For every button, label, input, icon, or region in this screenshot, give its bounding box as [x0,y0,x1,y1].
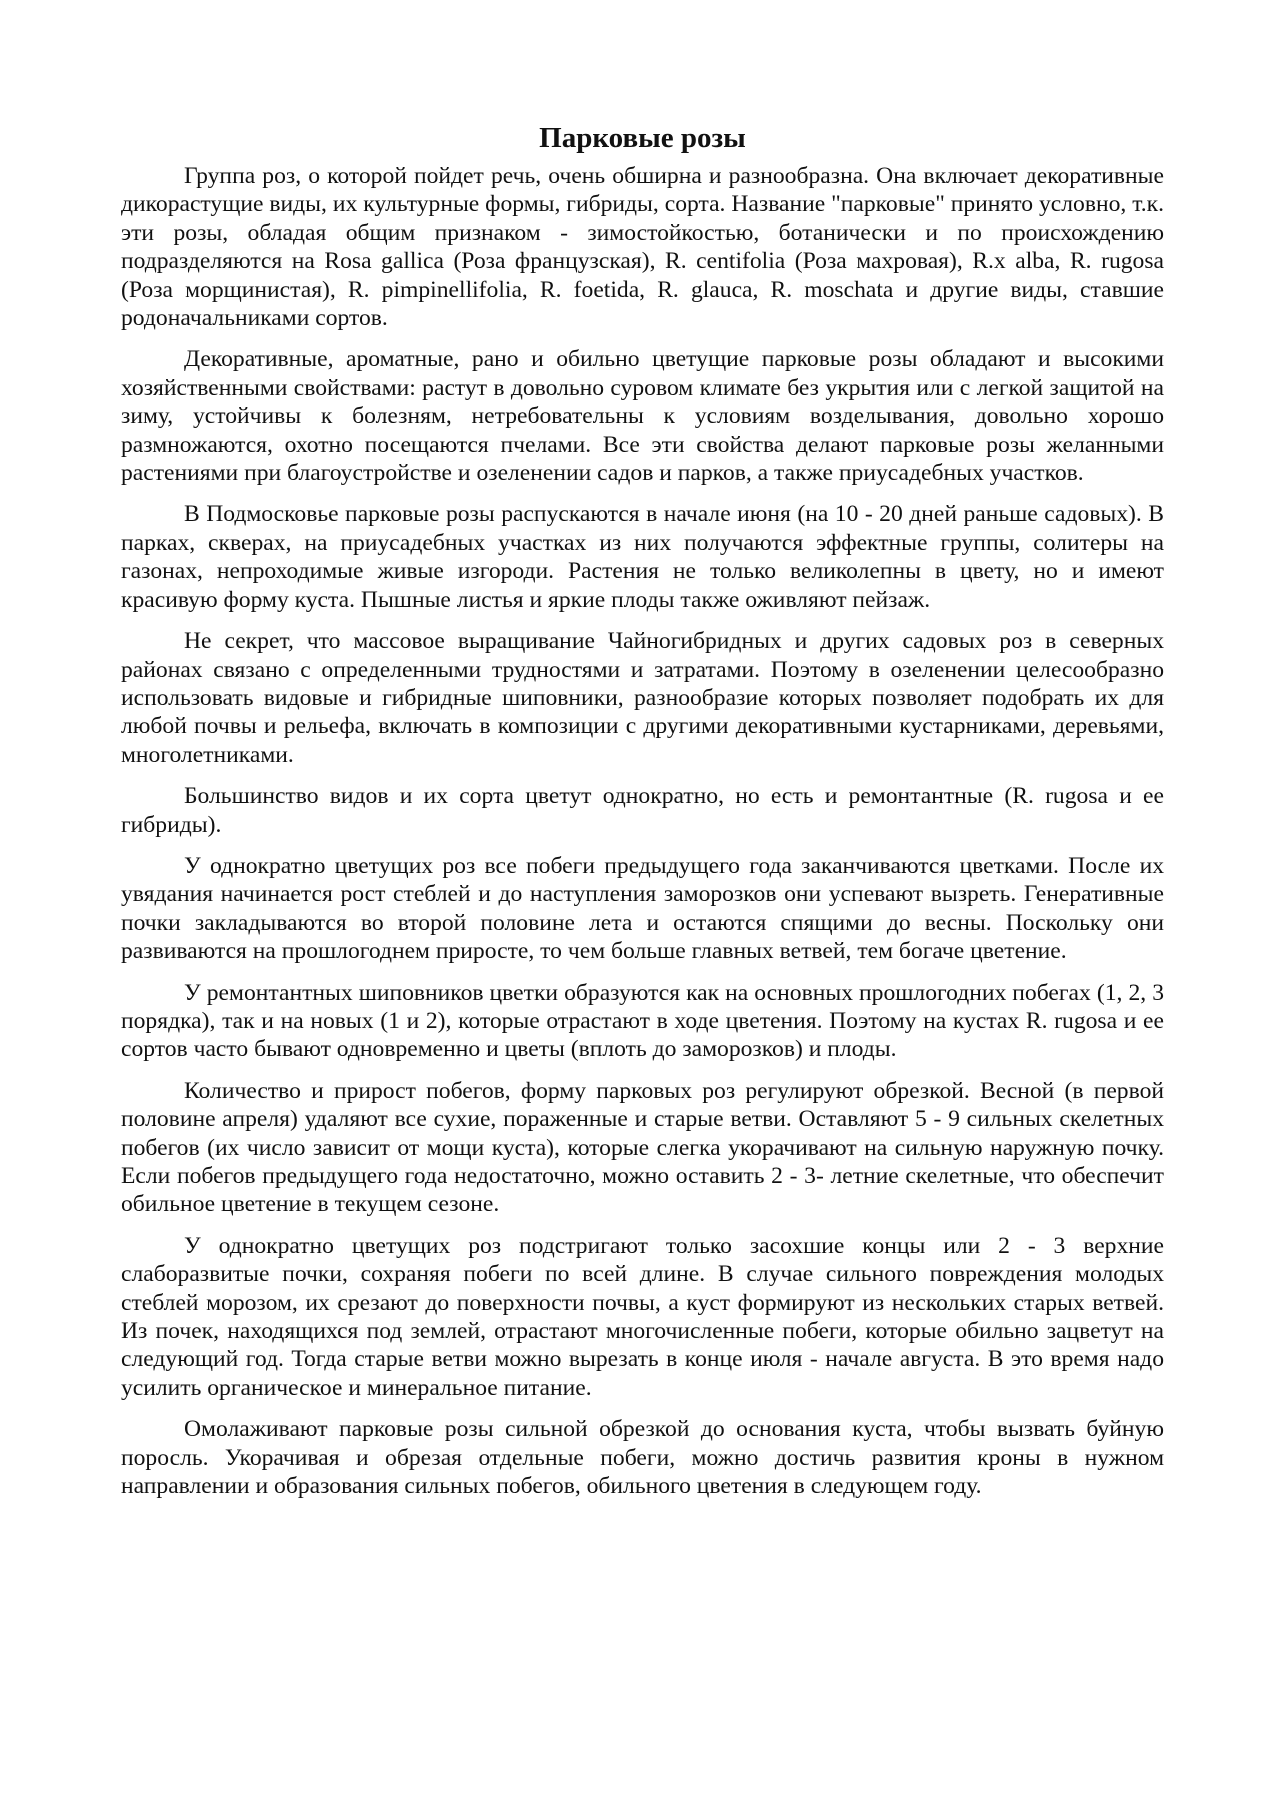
page-title: Парковые розы [539,122,746,154]
paragraph-3: В Подмосковье парковые розы распускаются в начале июня (на 10 - 20 дней раньше садовых). В парках, скверах, на приусадебных участках из них получаются эффектные группы, солитеры на газонах, непроходимые живые изгороди. Растения не только великолепны в цвету, но и имеют красивую форму куста. Пышные листья и яркие плоды также оживляют пейзаж. [121,501,1164,613]
document-page [121,120,1164,1513]
paragraph-2: Декоративные, ароматные, рано и обильно цветущие парковые розы обладают и высокими хозяйственными свойствами: растут в довольно суровом климате без укрытия или с легкой защитой на зиму, устойчивы к болезням, нетребовательны к условиям возделывания, довольно хорошо размножаются, охотно посещаются пчелами. Все эти свойства делают парковые розы желанными растениями при благоустройстве и озеленении садов и парков, а также приусадебных участков. [121,346,1164,487]
paragraph-7: У ремонтантных шиповников цветки образуются как на основных прошлогодних побегах (1, 2, 3 порядка), так и на новых (1 и 2), которые отрастают в ходе цветения. Поэтому на кустах R. rugosa и ее сортов часто бывают одновременно и цветы (вплоть до заморозков) и плоды. [121,979,1164,1063]
paragraph-6: У однократно цветущих роз все побеги предыдущего года заканчиваются цветками. После их увядания начинается рост стеблей и до наступления заморозков они успевают вызреть. Генеративные почки закладываются во второй половине лета и остаются спящими до весны. Поскольку они развиваются на прошлогоднем приросте, то чем больше главных ветвей, тем богаче цветение. [121,852,1164,965]
paragraph-8: Количество и прирост побегов, форму парковых роз регулируют обрезкой. Весной (в первой половине апреля) удаляют все сухие, пораженные и старые ветви. Оставляют 5 - 9 сильных скелетных побегов (их число зависит от мощи куста), которые слегка укорачивают на сильную наружную почку. Если побегов предыдущего года недостаточно, можно оставить 2 - 3- летние скелетные, что обеспечит обильное цветение в текущем сезоне. [121,1077,1164,1218]
paragraph-9: У однократно цветущих роз подстригают только засохшие концы или 2 - 3 верхние слаборазвитые почки, сохраняя побеги по всей длине. В случае сильного повреждения молодых стеблей морозом, их срезают до поверхности почвы, а куст формируют из нескольких старых ветвей. Из почек, находящихся под землей, отрастают многочисленные побеги, которые обильно зацветут на следующий год. Тогда старые ветви можно вырезать в конце июля - начале августа. В это время надо усилить органическое и минеральное питание. [121,1232,1164,1401]
paragraph-5: Большинство видов и их сорта цветут однократно, но есть и ремонтантные (R. rugosa и ее гибриды). [121,783,1164,838]
paragraph-10: Омолаживают парковые розы сильной обрезкой до основания куста, чтобы вызвать буйную поросль. Укорачивая и обрезая отдельные побеги, можно достичь развития кроны в нужном направлении и образования сильных побегов, обильного цветения в следующем году. [121,1416,1164,1500]
paragraph-4: Не секрет, что массовое выращивание Чайногибридных и других садовых роз в северных районах связано с определенными трудностями и затратами. Поэтому в озеленении целесообразно использовать видовые и гибридные шиповники, разнообразие которых позволяет подобрать их для любой почвы и рельефа, включать в композиции с другими декоративными кустарниками, деревьями, многолетниками. [121,628,1164,768]
paragraph-1: Группа роз, о которой пойдет речь, очень обширна и разнообразна. Она включает декоративные дикорастущие виды, их культурные формы, гибриды, сорта. Название "парковые" принято условно, т.к. эти розы, обладая общим признаком - зимостойкостью, ботанически и по происхождению подразделяются на Rosa gallica (Роза французская), R. centifolia (Роза махровая), R.x alba, R. rugosa (Роза морщинистая), R. pimpinellifolia, R. foetida, R. glauca, R. moschata и другие виды, ставшие родоначальниками сортов. [121,163,1164,332]
